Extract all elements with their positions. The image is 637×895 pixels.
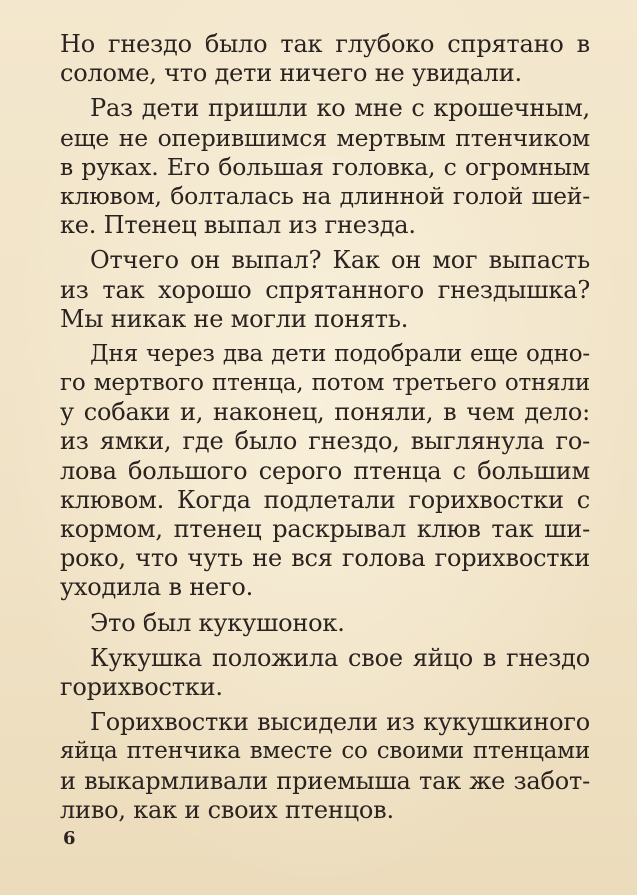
text-line: ке. Птенец выпал из гнезда. [60,211,416,240]
page-number: 6 [63,828,76,849]
body-text [60,30,590,825]
text-line: яйца птенчика вместе со своими птенцами [60,738,590,765]
paragraph [60,644,590,702]
paragraph [60,340,590,603]
text-line: из ямки, где было гнездо, выглянула го- [60,427,590,456]
paragraph [60,30,590,88]
text-line: у собаки и, наконец, поняли, в чем дело: [60,398,590,427]
text-line: клювом, болталась на длинной голой шей- [60,181,590,210]
text-line: го мертвого птенца, потом третьего отняли [60,370,590,397]
paragraph [60,708,590,825]
text-line: горихвостки. [60,672,223,701]
text-line: Мы никак не могли понять. [60,304,409,333]
text-line: в руках. Его большая головка, с огромным [60,152,590,181]
text-line: кормом, птенец раскрывал клюв так ши- [60,515,590,543]
text-line: соломе, что дети ничего не увидали. [60,59,522,88]
paragraph [60,246,590,334]
text-line: и выкармливали приемыша так же забот- [60,766,590,795]
text-line: Горихвостки высидели из кукушкиного [90,708,590,737]
text-line: Раз дети пришли ко мне с крошечным, [90,94,590,123]
text-line: роко, что чуть не вся голова горихвостки [60,544,590,573]
text-line: Дня через два дети подобрали еще одно- [90,340,590,367]
paragraph [60,609,590,638]
text-line: из так хорошо спрятанного гнездышка? [60,275,590,304]
text-line: ливо, как и своих птенцов. [60,795,394,824]
text-line: Кукушка положила свое яйцо в гнездо [90,643,590,672]
text-line: Но гнездо было так глубоко спрятано в [60,30,590,58]
paragraph [60,94,590,240]
text-line: клювом. Когда подлетали горихвостки с [60,485,590,514]
text-line: еще не оперившимся мертвым птенчиком [60,123,590,152]
text-line: Отчего он выпал? Как он мог выпасть [90,246,590,275]
text-line: Это был кукушонок. [90,608,345,637]
text-line: лова большого серого птенца с большим [60,456,590,485]
text-line: уходила в него. [60,573,254,602]
